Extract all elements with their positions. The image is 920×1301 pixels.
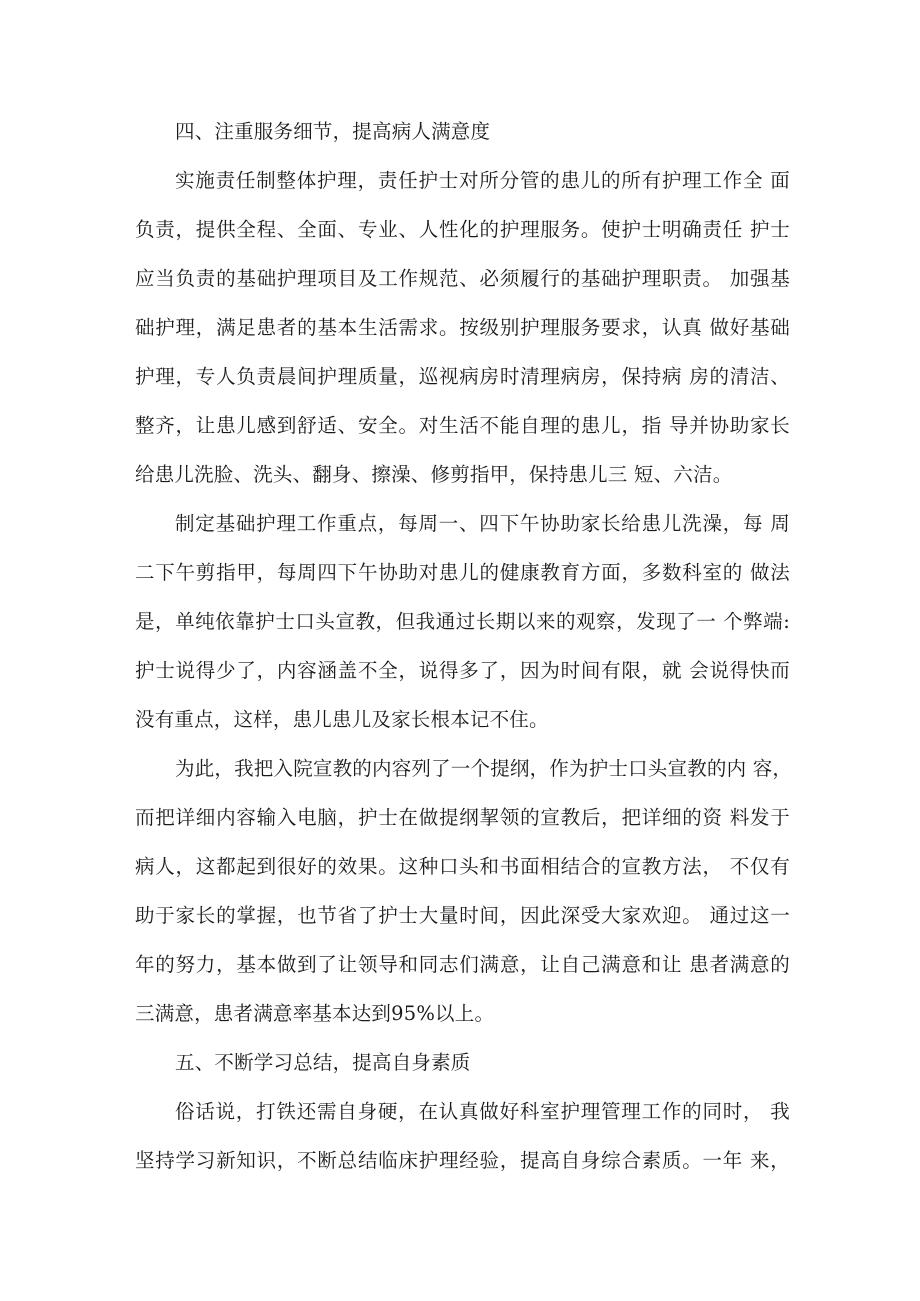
paragraph-line: 二下午剪指甲，每周四下午协助对患儿的健康教育方面，多数科室的 做法 [135,561,790,584]
paragraph-line: 俗话说，打铁还需自身硬，在认真做好科室护理管理工作的同时， 我 [175,1100,790,1123]
paragraph-line: 整齐，让患儿感到舒适、安全。对生活不能自理的患儿，指 导并协助家长 [135,414,790,437]
paragraph-line: 护理，专人负责晨间护理质量，巡视病房时清理病房，保持病 房的清洁、 [135,365,790,388]
paragraph-line: 三满意，患者满意率基本达到95%以上。 [135,1002,495,1025]
paragraph-line: 护士说得少了，内容涵盖不全，说得多了，因为时间有限，就 会说得快而 [135,659,790,682]
paragraph-line: 而把详细内容输入电脑，护士在做提纲挈领的宣教后，把详细的资 料发于 [135,806,790,829]
paragraph-line: 础护理，满足患者的基本生活需求。按级别护理服务要求，认真 做好基础 [135,316,790,339]
paragraph-line: 给患儿洗脸、洗头、翻身、擦澡、修剪指甲，保持患儿三 短、六洁。 [135,463,733,486]
paragraph-line: 坚持学习新知识，不断总结临床护理经验，提高自身综合素质。一年 来， [135,1149,790,1172]
paragraph-line: 实施责任制整体护理，责任护士对所分管的患儿的所有护理工作全 面 [175,169,790,192]
section-heading-4: 四、注重服务细节，提高病人满意度 [175,120,491,143]
paragraph-line: 年的努力，基本做到了让领导和同志们满意，让自己满意和让 患者满意的 [135,953,790,976]
paragraph-line: 应当负责的基础护理项目及工作规范、必须履行的基础护理职责。 加强基 [135,267,790,290]
section-heading-5: 五、不断学习总结，提高自身素质 [175,1051,471,1074]
paragraph-line: 制定基础护理工作重点，每周一、四下午协助家长给患儿洗澡，每 周 [175,512,790,535]
paragraph-line: 为此，我把入院宣教的内容列了一个提纲，作为护士口头宣教的内 容， [175,757,793,780]
paragraph-line: 助于家长的掌握，也节省了护士大量时间，因此深受大家欢迎。 通过这一 [135,904,790,927]
paragraph-line: 负责，提供全程、全面、专业、人性化的护理服务。使护士明确责任 护士 [135,218,790,241]
paragraph-line: 是，单纯依靠护士口头宣教，但我通过长期以来的观察，发现了一 个弊端: [135,610,790,633]
paragraph-line: 没有重点，这样，患儿患儿及家长根本记不住。 [135,708,549,731]
paragraph-line: 病人，这都起到很好的效果。这种口头和书面相结合的宣教方法， 不仅有 [135,855,790,878]
